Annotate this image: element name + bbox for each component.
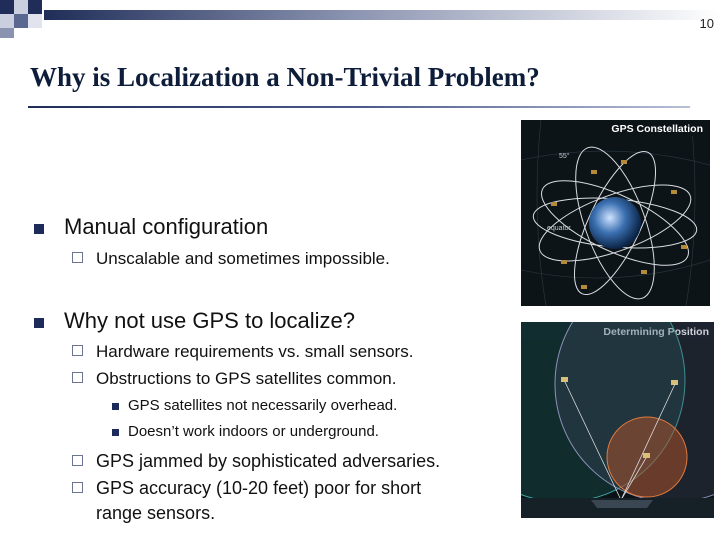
gps-constellation-illustration — [521, 120, 710, 306]
sub-bullet-jammed: GPS jammed by sophisticated adversaries. — [96, 451, 441, 471]
bullet-marker — [34, 318, 44, 328]
bullet-marker — [72, 345, 83, 356]
title-underline — [28, 106, 690, 108]
determining-position-illustration — [521, 322, 714, 518]
equator-label: equator — [547, 225, 571, 232]
gps-constellation-figure — [521, 120, 710, 306]
bullet-manual-configuration: Manual configuration — [64, 214, 269, 239]
angle-label: 55° — [559, 153, 570, 160]
sub-bullet-obstructions: Obstructions to GPS satellites common. — [96, 369, 397, 388]
bullet-marker — [72, 455, 83, 466]
sub-sub-bullet-overhead: GPS satellites not necessarily overhead. — [128, 397, 398, 414]
bullet-marker — [112, 429, 119, 436]
bullet-marker — [72, 372, 83, 383]
determining-position-figure — [521, 322, 714, 518]
page-number: 10 — [699, 16, 714, 31]
sub-bullet-hardware: Hardware requirements vs. small sensors. — [96, 342, 414, 361]
sub-bullet-accuracy: GPS accuracy (10-20 feet) poor for short — [96, 478, 422, 498]
sub-bullet-accuracy-continuation: range sensors. — [96, 503, 216, 523]
constellation-title: GPS Constellation — [611, 123, 703, 135]
bullet-why-not-gps: Why not use GPS to localize? — [64, 308, 356, 333]
bullet-marker — [34, 224, 44, 234]
bullet-marker — [72, 482, 83, 493]
position-title: Determining Position — [603, 326, 709, 338]
slide-title: Why is Localization a Non-Trivial Problem? — [30, 62, 540, 92]
bullet-marker — [72, 252, 83, 263]
sub-sub-bullet-indoors: Doesn’t work indoors or underground. — [128, 423, 379, 440]
bullet-marker — [112, 403, 119, 410]
sub-bullet-unscalable: Unscalable and sometimes impossible. — [96, 249, 390, 268]
header-decoration — [0, 0, 720, 40]
